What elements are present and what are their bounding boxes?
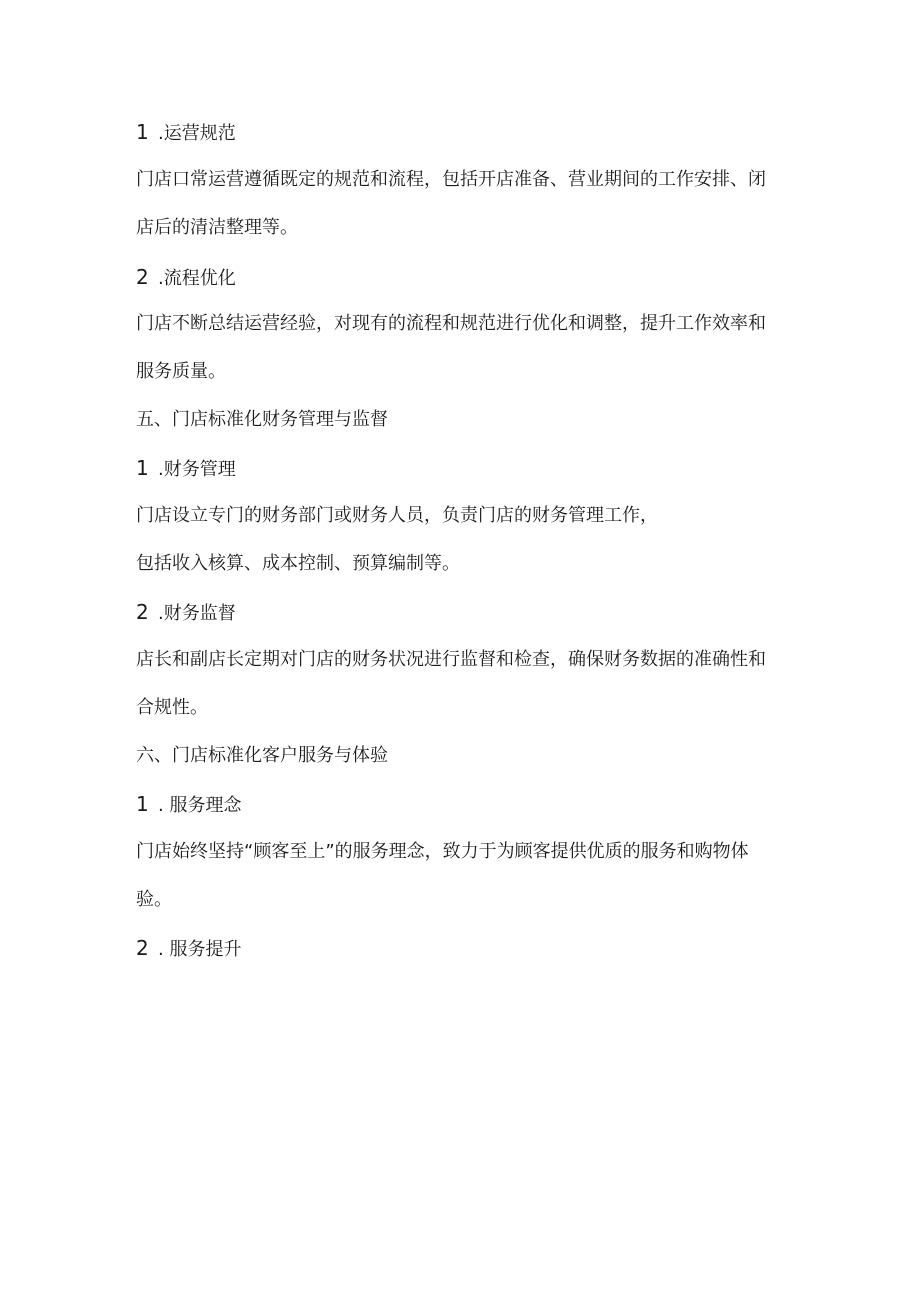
heading-text: .运营规范: [158, 123, 236, 144]
heading-finance-management: [136, 456, 236, 482]
heading-process-optimization: [136, 265, 236, 291]
heading-number: 1: [136, 792, 149, 816]
paragraph-line: 门店始终坚持“顾客至上”的服务理念，致力于为顾客提供优质的服务和购物体: [136, 841, 749, 862]
heading-text: .财务监督: [158, 603, 236, 624]
heading-number: 1: [136, 120, 149, 144]
paragraph-line: 门店口常运营遵循既定的规范和流程，包括开店准备、营业期间的工作安排、闭: [136, 169, 766, 190]
paragraph-line: 店后的清洁整理等。: [136, 217, 298, 238]
paragraph-line: 合规性。: [136, 697, 208, 718]
paragraph-line: 门店设立专门的财务部门或财务人员，负责门店的财务管理工作，: [136, 505, 658, 526]
paragraph-line: 门店不断总结运营经验，对现有的流程和规范进行优化和调整，提升工作效率和: [136, 313, 766, 334]
heading-service-philosophy: [136, 792, 241, 818]
heading-service-improvement: [136, 936, 241, 962]
heading-operation-standards: [136, 120, 236, 146]
heading-number: 2: [136, 265, 149, 289]
paragraph-line: 包括收入核算、成本控制、预算编制等。: [136, 553, 460, 574]
heading-text: .财务管理: [158, 459, 236, 480]
heading-text: .流程优化: [158, 268, 236, 289]
heading-number: 1: [136, 456, 149, 480]
paragraph-line: 服务质量。: [136, 361, 226, 382]
paragraph-line: 店长和副店长定期对门店的财务状况进行监督和检查，确保财务数据的准确性和: [136, 649, 766, 670]
paragraph-line: 验。: [136, 889, 172, 910]
heading-text: . 服务理念: [158, 795, 242, 816]
section-title-customer-service: 六、门店标准化客户服务与体验: [136, 745, 388, 766]
heading-number: 2: [136, 936, 149, 960]
heading-text: . 服务提升: [158, 939, 242, 960]
section-title-finance: 五、门店标准化财务管理与监督: [136, 409, 388, 430]
heading-number: 2: [136, 600, 149, 624]
heading-finance-supervision: [136, 600, 236, 626]
